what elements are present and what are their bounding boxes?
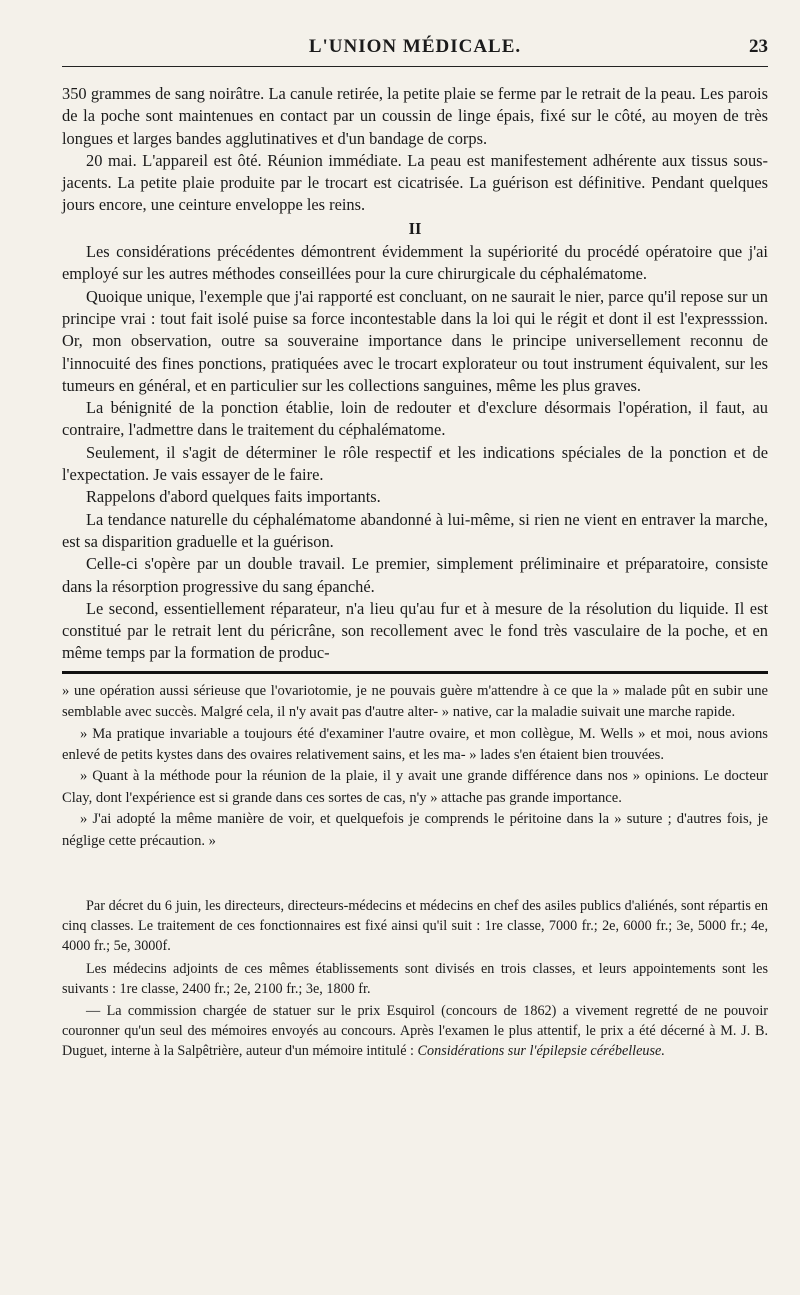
main-text	[62, 83, 768, 665]
page-number: 23	[749, 36, 768, 57]
spacer	[62, 852, 768, 896]
news-items	[62, 896, 768, 1062]
paragraph: Rappelons d'abord quelques faits importants.	[86, 487, 381, 507]
quote-paragraph: » une opération aussi sérieuse que l'ovariotomie, je ne pouvais guère m'attendre à ce que la » malade pût en subir une semblable avec succès. Malgré cela, il n'y avait pas d'autre alter- » native, car la maladie suivait une marche rapide.	[62, 682, 768, 721]
memoir-title: Considérations sur l'épilepsie cérébelleuse.	[417, 1043, 665, 1060]
page-header	[62, 30, 768, 64]
journal-title: L'UNION MÉDICALE.	[308, 36, 522, 57]
paragraph: Celle-ci s'opère par un double travail. Le premier, simplement préliminaire et préparatoire, consiste dans la résorption progressive du sang épanché.	[62, 554, 768, 596]
quote-paragraph: » Ma pratique invariable a toujours été d'examiner l'autre ovaire, et mon collègue, M. Wells » et moi, nous avions enlevé de petits kystes dans des ovaires relativement sains, et les ma- » lades s'en étaient bien trouvées.	[62, 725, 768, 763]
paragraph: Seulement, il s'agit de déterminer le rôle respectif et les indications spéciales de la ponction et de l'expectation. Je vais essayer de le faire.	[62, 442, 768, 485]
quoted-passage	[62, 681, 768, 852]
quote-paragraph: » J'ai adopté la même manière de voir, et quelquefois je comprends le péritoine dans la » suture ; d'autres fois, je néglige cette précaution. »	[62, 811, 768, 849]
quote-paragraph: » Quant à la méthode pour la réunion de la plaie, il y avait une grande différence dans nos » opinions. Le docteur Clay, dont l'expérience est si grande dans ces sortes de cas, n'y » attache pas grande importance.	[62, 768, 768, 806]
news-text: — La commission chargée de statuer sur le prix Esquirol (concours de 1862) a vivement regretté de ne pouvoir couronner qu'un seul des mémoires envoyés au concours. Après l'examen le plus attentif, le prix a été décerné à M. J. B. Duguet, interne à la Salpêtrière, auteur d'un mémoire intitulé :	[62, 1002, 768, 1060]
paragraph: La tendance naturelle du céphalématome abandonné à lui-même, si rien ne vient en entraver la marche, est sa disparition graduelle et la guérison.	[62, 509, 768, 551]
section-divider	[62, 671, 768, 674]
news-paragraph: Par décret du 6 juin, les directeurs, directeurs-médecins et médecins en chef des asiles publics d'aliénés, sont répartis en cinq classes. Le traitement de ces fonctionnaires est fixé ainsi qu'il suit : 1re classe, 7000 fr.; 2e, 6000 fr.; 3e, 5000 fr.; 4e, 4000 fr.; 5e, 3000f.	[62, 897, 768, 955]
paragraph: La bénignité de la ponction établie, loin de redouter et d'exclure désormais l'opération, il faut, au contraire, l'admettre dans le traitement du céphalématome.	[62, 398, 768, 440]
paragraph: Les considérations précédentes démontrent évidemment la supériorité du procédé opératoire que j'ai employé sur les autres méthodes conseillées pour la cure chirurgicale du céphalématome.	[62, 242, 768, 284]
paragraph: Quoique unique, l'exemple que j'ai rapporté est concluant, on ne saurait le nier, parce qu'il repose sur un principe vrai : tout fait isolé puise sa force incontestable dans la loi qui le régit et dont il est l'expresssion. Or, mon observation, outre sa souveraine importance dans le principe universellement reconnu de l'innocuité des fines ponctions, pratiquées avec le trocart explorateur ou tout instrument équivalent, sur les tumeurs en général, et en particulier sur les collections sanguines, même les plus graves.	[62, 286, 768, 395]
paragraph: 350 grammes de sang noirâtre. La canule retirée, la petite plaie se ferme par le retrait de la peau. Les parois de la poche sont maintenues en contact par un coussin de linge épais, fixé sur le côté, au moyen de très longues et larges bandes agglutinatives et d'un bandage de corps.	[62, 84, 768, 148]
header-rule	[62, 66, 768, 67]
section-heading: II	[408, 218, 422, 238]
news-paragraph: Les médecins adjoints de ces mêmes établissements sont divisés en trois classes, et leurs appointements sont les suivants : 1re classe, 2400 fr.; 2e, 2100 fr.; 3e, 1800 fr.	[62, 960, 768, 997]
paragraph: 20 mai. L'appareil est ôté. Réunion immédiate. La peau est manifestement adhérente aux tissus sous-jacents. La petite plaie produite par le trocart est cicatrisée. La guérison est définitive. Pendant quelques jours encore, une ceinture enveloppe les reins.	[62, 150, 768, 215]
news-paragraph	[62, 1001, 768, 1062]
paragraph: Le second, essentiellement réparateur, n'a lieu qu'au fur et à mesure de la résolution du liquide. Il est constitué par le retrait lent du péricrâne, son recollement avec le fond très vasculaire de la poche, et en même temps par la formation de produc-	[62, 598, 768, 663]
document-page	[62, 30, 768, 1062]
